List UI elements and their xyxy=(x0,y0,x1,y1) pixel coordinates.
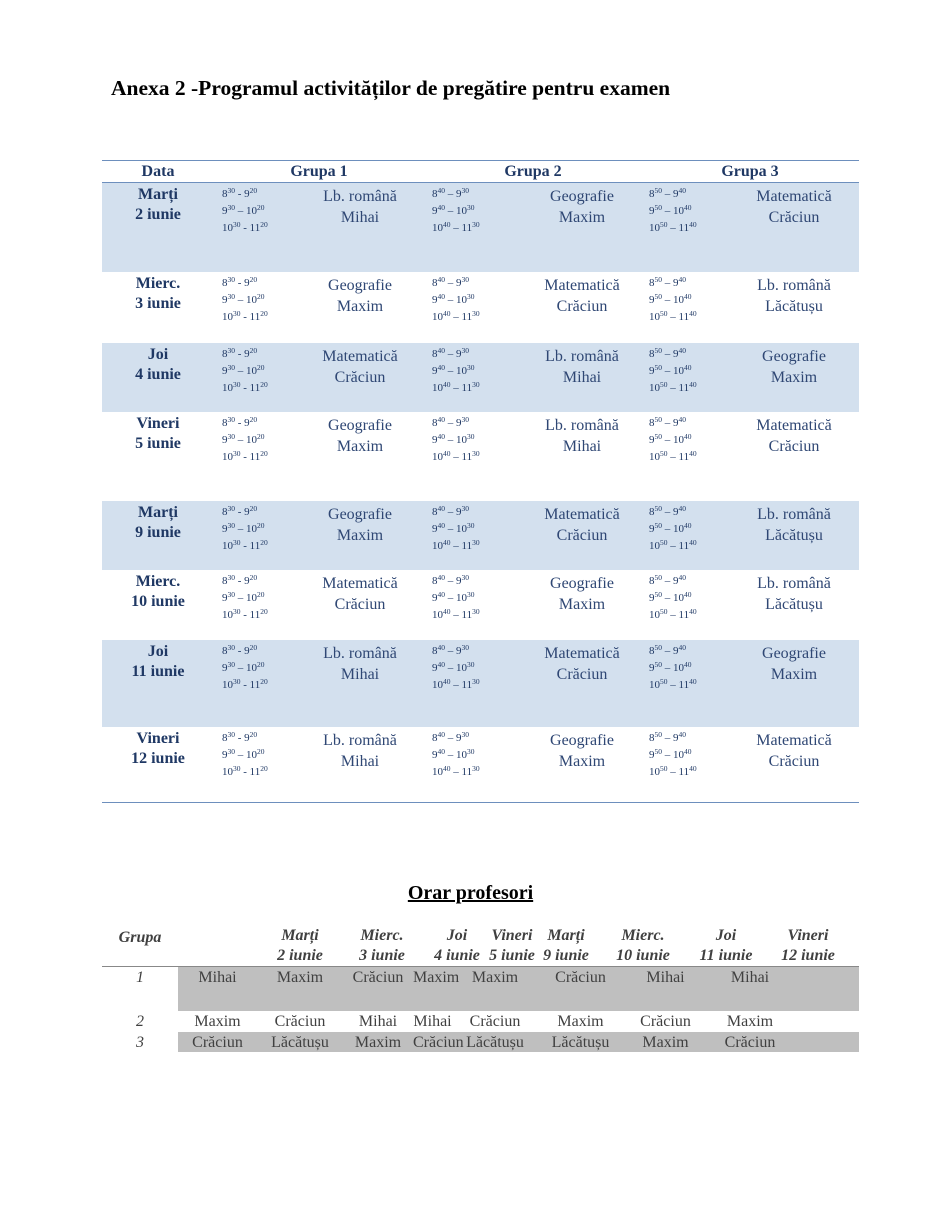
time-slots-g3 xyxy=(649,186,697,237)
day-cell xyxy=(102,414,214,454)
time-slot: $10^{30} - 11^{20}$ xyxy=(222,677,268,691)
subject-cell-g1 xyxy=(305,573,415,615)
time-slot: $8^{40} - 9^{30}$ xyxy=(432,504,469,518)
day-date: 11 iunie xyxy=(131,663,185,680)
subject-name: Lb. română xyxy=(323,188,397,205)
subject-cell-g1 xyxy=(305,415,415,457)
subject-name: Lb. română xyxy=(545,348,619,365)
orar-teacher-cell: Maxim xyxy=(194,1013,241,1030)
day-date: 2 iunie xyxy=(135,206,181,223)
time-slots-g3 xyxy=(649,730,697,781)
time-slot: $9^{30} - 10^{20}$ xyxy=(222,292,265,306)
schedule-row xyxy=(102,640,859,727)
day-name: Vineri xyxy=(136,415,180,432)
orar-header-day-name: Mierc. xyxy=(360,927,404,944)
orar-header-day-date: 4 iunie xyxy=(434,947,480,964)
time-slot: $8^{50} - 9^{40}$ xyxy=(649,415,686,429)
orar-header-day-date: 10 iunie xyxy=(616,947,670,964)
orar-header-day-date: 3 iunie xyxy=(359,947,405,964)
orar-group-cell: 1 xyxy=(136,969,144,986)
time-slot: $9^{50} - 10^{40}$ xyxy=(649,363,692,377)
orar-teacher-cell: Maxim xyxy=(726,1013,774,1030)
orar-header-day xyxy=(685,926,767,966)
time-slot: $9^{30} - 10^{20}$ xyxy=(222,521,265,535)
subject-cell-g3 xyxy=(739,275,849,317)
time-slot: $9^{30} - 10^{20}$ xyxy=(222,432,265,446)
time-slot: $9^{40} - 10^{30}$ xyxy=(432,521,475,535)
orar-header-day-name: Joi xyxy=(446,927,468,944)
time-slot: $10^{40} - 11^{30}$ xyxy=(432,449,480,463)
time-slots-g3 xyxy=(649,275,697,326)
orar-teacher-cell: Crăciun xyxy=(469,1013,521,1030)
teacher-name: Maxim xyxy=(336,298,384,315)
schedule-row xyxy=(102,501,859,570)
schedule-row xyxy=(102,412,859,501)
day-name: Vineri xyxy=(136,730,180,747)
time-slot: $8^{30} - 9^{20}$ xyxy=(222,275,258,289)
orar-body xyxy=(102,967,859,1052)
day-name: Marți xyxy=(138,504,178,521)
teacher-name: Crăciun xyxy=(334,369,386,386)
time-slots-g1 xyxy=(222,643,268,694)
orar-teacher-cell: Crăciun xyxy=(724,1034,776,1051)
subject-cell-g2 xyxy=(527,730,637,772)
orar-header-day xyxy=(528,926,604,966)
time-slot: $8^{40} - 9^{30}$ xyxy=(432,643,469,657)
subject-name: Geografie xyxy=(762,645,826,662)
subject-name: Lb. română xyxy=(757,506,831,523)
subject-name: Lb. română xyxy=(757,277,831,294)
time-slot: $10^{40} - 11^{30}$ xyxy=(432,538,480,552)
time-slot: $8^{30} - 9^{20}$ xyxy=(222,643,258,657)
subject-cell-g3 xyxy=(739,346,849,388)
subject-cell-g1 xyxy=(305,275,415,317)
time-slot: $10^{30} - 11^{20}$ xyxy=(222,538,268,552)
orar-teacher-cell: Mihai xyxy=(358,1013,398,1030)
teacher-name: Crăciun xyxy=(334,596,386,613)
time-slot: $9^{50} - 10^{40}$ xyxy=(649,590,692,604)
subject-name: Matematică xyxy=(544,645,620,662)
orar-teacher-cell: Mihai xyxy=(646,969,685,986)
page-title: Anexa 2 -Programul activităților de pregătire pentru examen xyxy=(111,76,671,100)
subject-cell-g3 xyxy=(739,730,849,772)
orar-teacher-cell: Crăciun xyxy=(352,969,404,986)
time-slot: $8^{50} - 9^{40}$ xyxy=(649,275,686,289)
time-slots-g1 xyxy=(222,186,268,237)
time-slot: $8^{50} - 9^{40}$ xyxy=(649,504,686,518)
subject-name: Matematică xyxy=(322,575,398,592)
time-slot: $8^{30} - 9^{20}$ xyxy=(222,186,258,200)
teacher-name: Crăciun xyxy=(768,438,820,455)
time-slot: $8^{40} - 9^{30}$ xyxy=(432,275,469,289)
teacher-name: Mihai xyxy=(562,438,602,455)
time-slots-g2 xyxy=(432,186,480,237)
orar-header-day-name: Joi xyxy=(715,927,737,944)
orar-teacher-cell: Lăcătușu xyxy=(466,1034,524,1051)
subject-name: Geografie xyxy=(550,732,614,749)
schedule-row xyxy=(102,570,859,640)
time-slots-g2 xyxy=(432,415,480,466)
subject-name: Matematică xyxy=(756,417,832,434)
subject-name: Geografie xyxy=(762,348,826,365)
time-slots-g1 xyxy=(222,415,268,466)
time-slot: $10^{30} - 11^{20}$ xyxy=(222,764,268,778)
time-slot: $10^{30} - 11^{20}$ xyxy=(222,220,268,234)
subject-cell-g1 xyxy=(305,186,415,228)
header-grupa-3: Grupa 3 xyxy=(721,163,779,180)
day-name: Mierc. xyxy=(135,573,181,590)
time-slot: $9^{30} - 10^{20}$ xyxy=(222,590,265,604)
time-slot: $9^{40} - 10^{30}$ xyxy=(432,203,475,217)
time-slot: $8^{40} - 9^{30}$ xyxy=(432,346,469,360)
orar-header-day xyxy=(260,926,340,966)
subject-name: Geografie xyxy=(550,575,614,592)
teacher-name: Mihai xyxy=(562,369,602,386)
orar-group-cell: 3 xyxy=(136,1034,144,1051)
time-slot: $8^{50} - 9^{40}$ xyxy=(649,186,686,200)
teacher-name: Crăciun xyxy=(768,753,820,770)
day-name: Mierc. xyxy=(135,275,181,292)
orar-teacher-cell: Mihai xyxy=(198,969,237,986)
time-slot: $9^{50} - 10^{40}$ xyxy=(649,747,692,761)
subject-name: Matematică xyxy=(756,732,832,749)
subject-cell-g3 xyxy=(739,186,849,228)
orar-row xyxy=(102,1011,859,1032)
time-slot: $10^{50} - 11^{40}$ xyxy=(649,309,697,323)
time-slot: $9^{40} - 10^{30}$ xyxy=(432,747,475,761)
subject-name: Lb. română xyxy=(323,645,397,662)
schedule-body xyxy=(102,183,859,802)
time-slot: $10^{50} - 11^{40}$ xyxy=(649,538,697,552)
schedule-row xyxy=(102,343,859,412)
time-slots-g2 xyxy=(432,573,480,624)
orar-teacher-cell: Maxim xyxy=(413,969,460,986)
orar-teacher-cell: Crăciun xyxy=(192,1034,243,1051)
subject-name: Geografie xyxy=(328,277,392,294)
orar-teacher-cell: Maxim xyxy=(354,1034,402,1051)
time-slot: $10^{40} - 11^{30}$ xyxy=(432,309,480,323)
orar-teacher-cell: Crăciun xyxy=(274,1013,326,1030)
orar-header-day xyxy=(429,926,485,966)
day-name: Marți xyxy=(138,186,178,203)
subject-cell-g3 xyxy=(739,415,849,457)
time-slot: $10^{50} - 11^{40}$ xyxy=(649,607,697,621)
subject-cell-g2 xyxy=(527,186,637,228)
time-slot: $8^{30} - 9^{20}$ xyxy=(222,415,258,429)
teacher-name: Maxim xyxy=(558,753,606,770)
subject-name: Lb. română xyxy=(545,417,619,434)
teacher-name: Crăciun xyxy=(768,209,820,226)
time-slots-g3 xyxy=(649,415,697,466)
time-slot: $9^{30} - 10^{20}$ xyxy=(222,203,265,217)
schedule-row xyxy=(102,272,859,343)
time-slot: $10^{50} - 11^{40}$ xyxy=(649,449,697,463)
orar-group-cell: 2 xyxy=(136,1013,144,1030)
teacher-name: Maxim xyxy=(336,527,384,544)
subject-cell-g3 xyxy=(739,643,849,685)
orar-header-day-date: 2 iunie xyxy=(277,947,323,964)
day-cell xyxy=(102,274,214,314)
teacher-name: Mihai xyxy=(340,753,380,770)
time-slot: $9^{40} - 10^{30}$ xyxy=(432,292,475,306)
teacher-name: Mihai xyxy=(340,666,380,683)
orar-header-grupa: Grupa xyxy=(118,929,162,946)
subject-name: Lb. română xyxy=(323,732,397,749)
orar-header-day-name: Vineri xyxy=(787,927,829,944)
time-slot: $10^{40} - 11^{30}$ xyxy=(432,607,480,621)
orar-teacher-cell: Maxim xyxy=(557,1013,604,1030)
day-cell xyxy=(102,185,214,225)
orar-header-day-date: 12 iunie xyxy=(781,947,835,964)
time-slot: $10^{50} - 11^{40}$ xyxy=(649,764,697,778)
time-slot: $10^{50} - 11^{40}$ xyxy=(649,677,697,691)
teacher-name: Maxim xyxy=(336,438,384,455)
time-slot: $8^{50} - 9^{40}$ xyxy=(649,573,686,587)
time-slot: $10^{30} - 11^{20}$ xyxy=(222,449,268,463)
orar-teacher-cell: Lăcătușu xyxy=(271,1034,329,1051)
time-slot: $9^{30} - 10^{20}$ xyxy=(222,660,265,674)
time-slots-g1 xyxy=(222,573,268,624)
time-slot: $10^{40} - 11^{30}$ xyxy=(432,380,480,394)
day-date: 12 iunie xyxy=(131,750,185,767)
subject-cell-g1 xyxy=(305,346,415,388)
orar-teacher-cell: Crăciun xyxy=(413,1034,464,1051)
subject-name: Matematică xyxy=(322,348,398,365)
schedule-row xyxy=(102,183,859,272)
time-slot: $9^{40} - 10^{30}$ xyxy=(432,432,475,446)
orar-teacher-cell: Lăcătușu xyxy=(551,1034,610,1051)
time-slots-g1 xyxy=(222,275,268,326)
time-slots-g1 xyxy=(222,504,268,555)
time-slots-g1 xyxy=(222,346,268,397)
subject-cell-g2 xyxy=(527,643,637,685)
time-slot: $8^{50} - 9^{40}$ xyxy=(649,730,686,744)
day-cell xyxy=(102,503,214,543)
day-cell xyxy=(102,729,214,769)
orar-header-day-date: 11 iunie xyxy=(699,947,753,964)
orar-teacher-cell: Crăciun xyxy=(640,1013,691,1030)
subject-name: Matematică xyxy=(544,277,620,294)
subject-cell-g1 xyxy=(305,643,415,685)
orar-header xyxy=(102,926,859,967)
time-slot: $10^{50} - 11^{40}$ xyxy=(649,220,697,234)
orar-table xyxy=(102,926,859,1052)
subject-cell-g3 xyxy=(739,573,849,615)
subject-name: Matematică xyxy=(756,188,832,205)
time-slot: $9^{40} - 10^{30}$ xyxy=(432,363,475,377)
subject-cell-g1 xyxy=(305,504,415,546)
time-slots-g2 xyxy=(432,275,480,326)
day-cell xyxy=(102,642,214,682)
orar-teacher-cell: Mihai xyxy=(730,969,770,986)
time-slot: $8^{40} - 9^{30}$ xyxy=(432,573,469,587)
time-slot: $8^{50} - 9^{40}$ xyxy=(649,346,686,360)
teacher-name: Lăcătușu xyxy=(765,298,823,315)
time-slot: $9^{40} - 10^{30}$ xyxy=(432,590,475,604)
teacher-name: Maxim xyxy=(558,209,606,226)
time-slots-g1 xyxy=(222,730,268,781)
time-slot: $8^{40} - 9^{30}$ xyxy=(432,415,469,429)
orar-row xyxy=(102,1032,859,1052)
orar-header-day-name: Marți xyxy=(281,927,319,944)
time-slots-g3 xyxy=(649,573,697,624)
orar-row xyxy=(102,967,859,1011)
orar-header-day-date: 5 iunie xyxy=(489,947,535,964)
teacher-name: Maxim xyxy=(770,369,818,386)
time-slot: $10^{50} - 11^{40}$ xyxy=(649,380,697,394)
orar-title: Orar profesori xyxy=(407,882,534,904)
subject-cell-g2 xyxy=(527,504,637,546)
time-slot: $8^{40} - 9^{30}$ xyxy=(432,186,469,200)
time-slot: $9^{50} - 10^{40}$ xyxy=(649,292,692,306)
day-cell xyxy=(102,572,214,612)
time-slots-g2 xyxy=(432,346,480,397)
day-name: Joi xyxy=(147,346,169,363)
day-cell xyxy=(102,345,214,385)
time-slot: $9^{30} - 10^{20}$ xyxy=(222,363,265,377)
teacher-name: Maxim xyxy=(558,596,606,613)
orar-teacher-cell: Mihai xyxy=(413,1013,452,1030)
orar-header-day xyxy=(601,926,685,966)
header-data: Data xyxy=(141,163,175,180)
day-date: 3 iunie xyxy=(135,295,181,312)
header-grupa-1: Grupa 1 xyxy=(290,163,348,180)
orar-teacher-cell: Maxim xyxy=(471,969,519,986)
time-slot: $9^{50} - 10^{40}$ xyxy=(649,432,692,446)
time-slot: $10^{30} - 11^{20}$ xyxy=(222,380,268,394)
subject-cell-g3 xyxy=(739,504,849,546)
time-slot: $8^{40} - 9^{30}$ xyxy=(432,730,469,744)
orar-teacher-cell: Maxim xyxy=(642,1034,689,1051)
subject-cell-g1 xyxy=(305,730,415,772)
time-slots-g3 xyxy=(649,504,697,555)
schedule-row xyxy=(102,727,859,802)
orar-header-day-name: Mierc. xyxy=(621,927,665,944)
time-slots-g2 xyxy=(432,730,480,781)
subject-name: Geografie xyxy=(550,188,614,205)
teacher-name: Maxim xyxy=(770,666,818,683)
subject-name: Matematică xyxy=(544,506,620,523)
day-date: 5 iunie xyxy=(135,435,181,452)
orar-header-day xyxy=(340,926,424,966)
time-slot: $9^{50} - 10^{40}$ xyxy=(649,521,692,535)
subject-name: Geografie xyxy=(328,417,392,434)
subject-name: Geografie xyxy=(328,506,392,523)
orar-header-day xyxy=(770,926,846,966)
time-slot: $8^{50} - 9^{40}$ xyxy=(649,643,686,657)
subject-name: Lb. română xyxy=(757,575,831,592)
day-date: 4 iunie xyxy=(135,366,181,383)
schedule-header xyxy=(102,161,859,183)
day-name: Joi xyxy=(147,643,169,660)
time-slots-g3 xyxy=(649,346,697,397)
teacher-name: Mihai xyxy=(340,209,380,226)
day-date: 10 iunie xyxy=(131,593,185,610)
schedule-table xyxy=(102,160,859,803)
orar-header-day-name: Marți xyxy=(547,927,585,944)
day-date: 9 iunie xyxy=(135,524,181,541)
time-slot: $8^{30} - 9^{20}$ xyxy=(222,504,258,518)
time-slot: $9^{30} - 10^{20}$ xyxy=(222,747,265,761)
teacher-name: Crăciun xyxy=(556,666,608,683)
time-slot: $10^{40} - 11^{30}$ xyxy=(432,764,480,778)
orar-header-day-name: Vineri xyxy=(491,927,533,944)
time-slot: $10^{30} - 11^{20}$ xyxy=(222,309,268,323)
subject-cell-g2 xyxy=(527,275,637,317)
subject-cell-g2 xyxy=(527,573,637,615)
time-slot: $9^{50} - 10^{40}$ xyxy=(649,660,692,674)
teacher-name: Lăcătușu xyxy=(765,527,823,544)
time-slots-g2 xyxy=(432,504,480,555)
orar-teacher-cell: Crăciun xyxy=(555,969,606,986)
time-slots-g2 xyxy=(432,643,480,694)
orar-header-day-date: 9 iunie xyxy=(543,947,589,964)
time-slots-g3 xyxy=(649,643,697,694)
subject-cell-g2 xyxy=(527,346,637,388)
time-slot: $10^{40} - 11^{30}$ xyxy=(432,677,480,691)
time-slot: $10^{30} - 11^{20}$ xyxy=(222,607,268,621)
orar-teacher-cell: Maxim xyxy=(276,969,324,986)
subject-cell-g2 xyxy=(527,415,637,457)
time-slot: $9^{40} - 10^{30}$ xyxy=(432,660,475,674)
time-slot: $8^{30} - 9^{20}$ xyxy=(222,346,258,360)
teacher-name: Crăciun xyxy=(556,527,608,544)
time-slot: $8^{30} - 9^{20}$ xyxy=(222,730,258,744)
time-slot: $10^{40} - 11^{30}$ xyxy=(432,220,480,234)
time-slot: $8^{30} - 9^{20}$ xyxy=(222,573,258,587)
header-grupa-2: Grupa 2 xyxy=(504,163,562,180)
teacher-name: Crăciun xyxy=(556,298,608,315)
time-slot: $9^{50} - 10^{40}$ xyxy=(649,203,692,217)
teacher-name: Lăcătușu xyxy=(765,596,823,613)
